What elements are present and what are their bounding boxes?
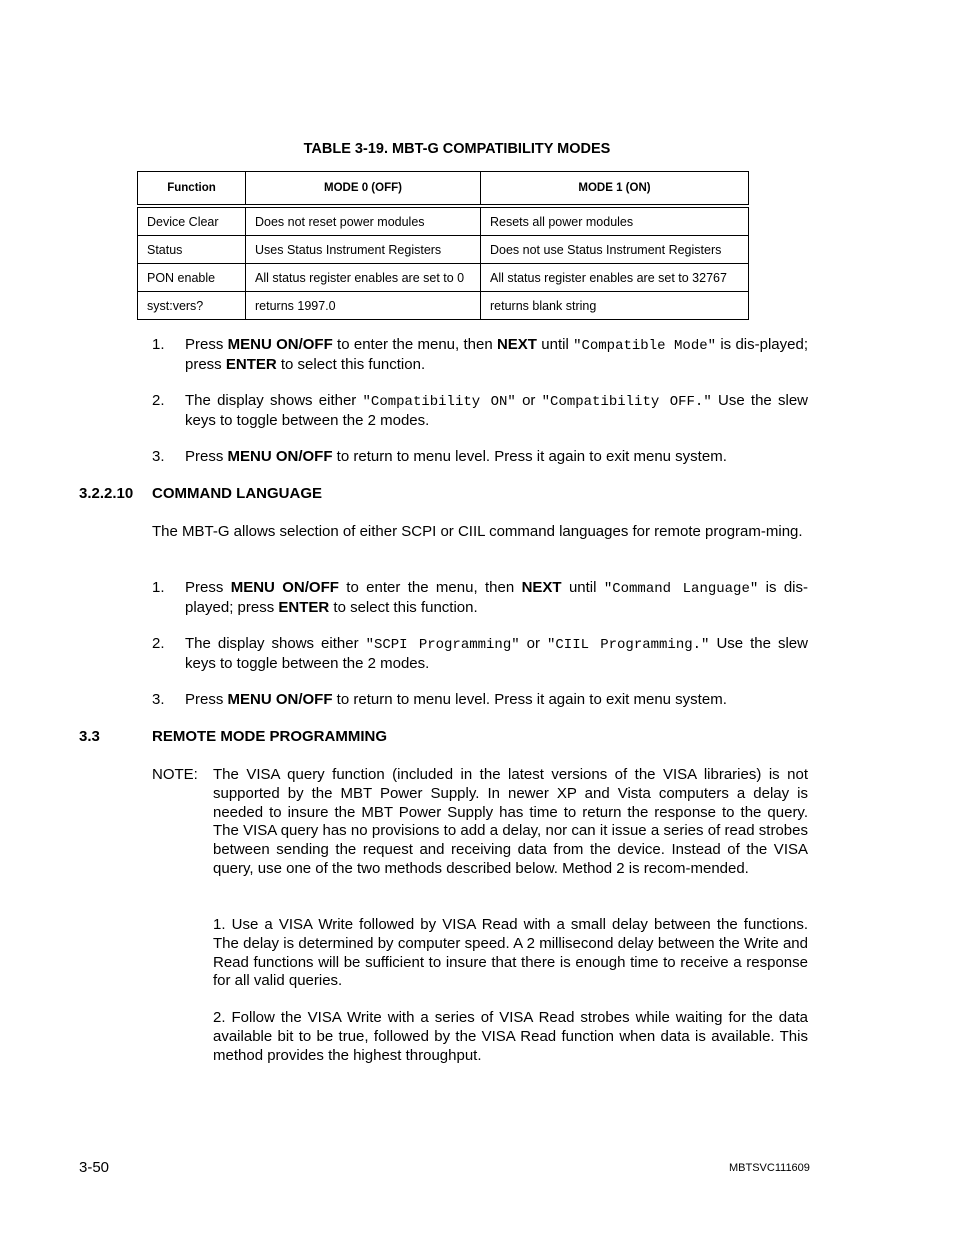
table-cell: syst:vers? [138, 292, 246, 320]
display-text: "Command Language" [603, 581, 759, 597]
step-text: Use the slew keys to toggle between the 2 modes. [185, 635, 808, 672]
table-row [138, 264, 749, 292]
table-cell: Does not use Status Instrument Registers [481, 236, 749, 264]
step-text: is dis-played; press [185, 579, 808, 616]
document-id: MBTSVC111609 [729, 1162, 810, 1174]
step-text: to return to menu level. Press it again to exit menu system. [332, 691, 727, 708]
step-number: 2. [152, 635, 165, 652]
table-title: TABLE 3-19. MBT-G COMPATIBILITY MODES [303, 141, 611, 157]
key-label: MENU ON/OFF [227, 336, 333, 353]
page-number: 3-50 [79, 1159, 110, 1176]
section-number: 3.3 [79, 728, 100, 745]
table-cell: returns blank string [481, 292, 749, 320]
table-header-row [138, 172, 749, 207]
step-number: 1. [152, 336, 165, 353]
step-text: to enter the menu, then [338, 579, 522, 596]
section-title: REMOTE MODE PROGRAMMING [152, 728, 387, 745]
display-text: "SCPI Programming" [365, 637, 520, 653]
table-row [138, 236, 749, 264]
table-cell: PON enable [138, 264, 246, 292]
step-text: is dis-played; press [185, 336, 808, 373]
step-text: to select this function. [329, 598, 478, 616]
step-1-compat [152, 336, 808, 375]
section-heading-command-language [79, 485, 322, 502]
table-row [138, 206, 749, 236]
step-1-language [152, 579, 808, 618]
section-heading-remote-mode [79, 728, 387, 745]
table-cell: Device Clear [138, 206, 246, 236]
step-text: to return to menu level. Press it again to exit menu system. [332, 448, 727, 465]
step-number: 2. [152, 392, 165, 409]
command-language-intro: The MBT-G allows selection of either SCPI or CIIL command languages for remote program-ming. [152, 523, 803, 540]
note-paragraph-2: 1. Use a VISA Write followed by VISA Read with a small delay between the functions. The delay is determined by computer speed. A 2 millisecond delay between the Write and Read functions will be sufficient to insure that there is enough time to receive a response for all valid queries. [213, 916, 808, 990]
key-label: MENU ON/OFF [227, 691, 333, 708]
table-cell: All status register enables are set to 0 [246, 264, 481, 292]
table-cell: Does not reset power modules [246, 206, 481, 236]
section-title: COMMAND LANGUAGE [152, 485, 322, 502]
key-label: NEXT [521, 579, 562, 596]
step-3-language [152, 691, 808, 710]
step-text: Press [185, 336, 228, 353]
display-text: "Compatible Mode" [573, 338, 717, 354]
step-text: Press [185, 691, 228, 708]
key-label: NEXT [496, 336, 537, 353]
step-number: 1. [152, 579, 165, 596]
note-label: NOTE: [152, 766, 198, 783]
step-number: 3. [152, 448, 165, 465]
key-label: MENU ON/OFF [227, 448, 333, 465]
table-cell: All status register enables are set to 32767 [481, 264, 749, 292]
step-text: until [536, 336, 574, 353]
step-text: until [561, 579, 604, 596]
step-text: or [519, 635, 547, 652]
key-label: ENTER [225, 355, 277, 373]
table-cell: Resets all power modules [481, 206, 749, 236]
step-text: or [515, 392, 542, 409]
table-cell: returns 1997.0 [246, 292, 481, 320]
step-text: The display shows either [185, 635, 366, 652]
table-row [138, 292, 749, 320]
table-header-mode1: MODE 1 (ON) [481, 172, 749, 207]
step-text: to enter the menu, then [332, 336, 497, 353]
key-label: ENTER [278, 598, 330, 616]
note-paragraph-3: 2. Follow the VISA Write with a series of VISA Read strobes while waiting for the data available bit to be true, followed by the VISA Read function when data is available. This method provides the highest throughput. [213, 1009, 808, 1064]
table-header-function: Function [138, 172, 246, 207]
key-label: MENU ON/OFF [230, 579, 339, 596]
step-text: to select this function. [276, 355, 426, 373]
display-text: "Compatibility OFF." [541, 394, 712, 410]
step-text: Use the slew keys to toggle between the 2 modes. [185, 392, 808, 429]
step-text: Press [185, 579, 231, 596]
step-text: The display shows either [185, 392, 363, 409]
step-2-compat [152, 392, 808, 431]
display-text: "CIIL Programming." [546, 637, 710, 653]
table-header-mode0: MODE 0 (OFF) [246, 172, 481, 207]
table-cell: Status [138, 236, 246, 264]
step-number: 3. [152, 691, 165, 708]
section-number: 3.2.2.10 [79, 485, 134, 502]
step-text: Press [185, 448, 228, 465]
step-2-language [152, 635, 808, 674]
step-3-compat [152, 448, 808, 467]
compatibility-modes-table [137, 171, 749, 320]
table-cell: Uses Status Instrument Registers [246, 236, 481, 264]
note-paragraph-1: The VISA query function (included in the latest versions of the VISA libraries) is not supported by the MBT Power Supply. In newer XP and Vista computers a delay is needed to insure the MBT Power Supply has time to return the response to the query. The VISA query has no provisions to add a delay, nor can it issue a series of read strobes between sending the request and receiving data from the device. Instead of the VISA query, use one of the two methods described below. Method 2 is recom-mended. [213, 766, 808, 877]
display-text: "Compatibility ON" [362, 394, 516, 410]
